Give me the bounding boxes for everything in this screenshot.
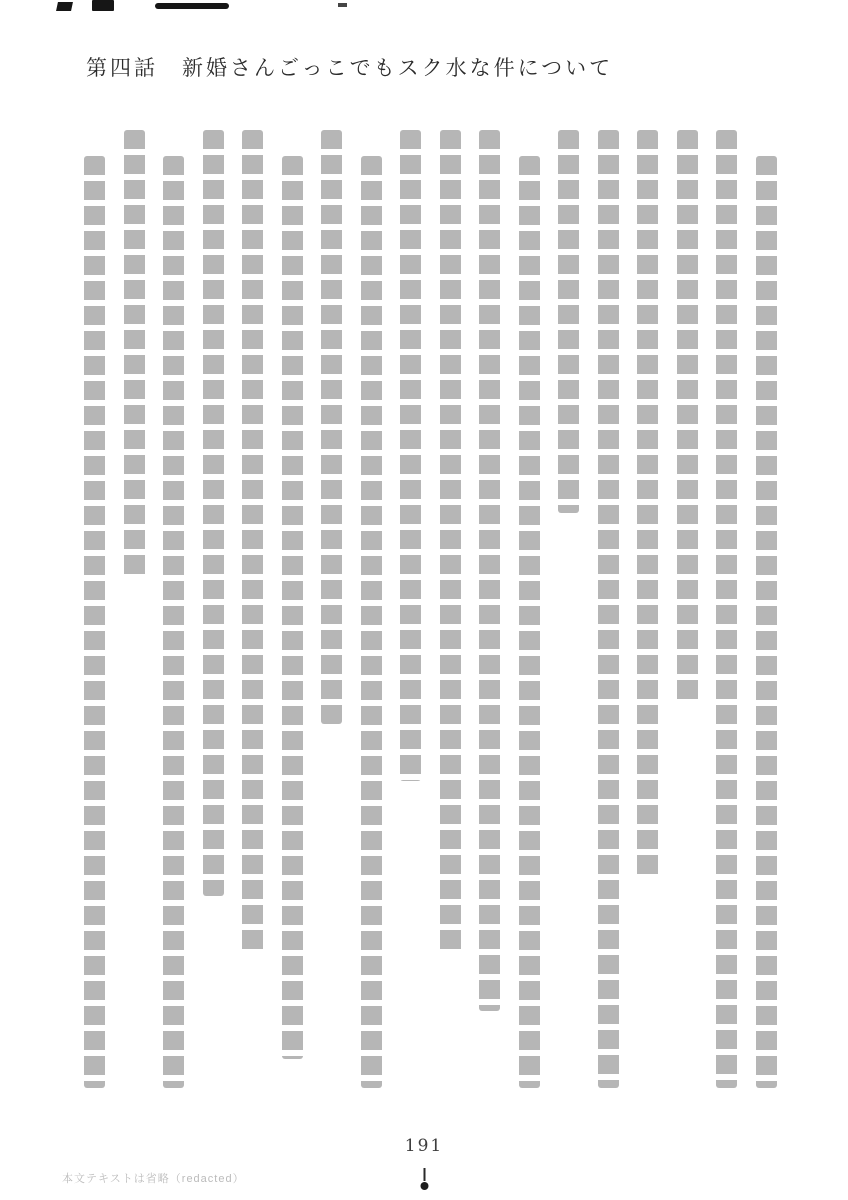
redacted-text-column (589, 130, 629, 1088)
redacted-text-column (510, 130, 550, 1088)
redacted-text-column (75, 130, 115, 1088)
scan-artifact (92, 0, 114, 11)
redacted-text-column (273, 130, 313, 1088)
redacted-text-column (115, 130, 155, 1088)
redacted-text-column (668, 130, 708, 1088)
scan-artifact (56, 2, 73, 11)
redacted-text-column (707, 130, 747, 1088)
redacted-text-column (470, 130, 510, 1088)
chapter-header: 第四話 新婚さんごっこでもスク水な件について (86, 56, 614, 80)
redacted-text-column (549, 130, 589, 1088)
page-number: 191 (404, 1136, 444, 1156)
scan-artifact (155, 3, 229, 9)
scan-artifact (338, 3, 347, 7)
redacted-text-column (628, 130, 668, 1088)
body-text-area (62, 130, 786, 1088)
redacted-text-column (431, 130, 471, 1088)
redaction-note: 本文テキストは省略（redacted） (62, 1173, 245, 1185)
redacted-text-column (312, 130, 352, 1088)
footer-ornament-icon (420, 1168, 429, 1192)
redacted-text-column (352, 130, 392, 1088)
redacted-text-column (194, 130, 234, 1088)
redacted-text-column (233, 130, 273, 1088)
redacted-text-column (391, 130, 431, 1088)
redacted-text-column (154, 130, 194, 1088)
redacted-text-column (747, 130, 787, 1088)
